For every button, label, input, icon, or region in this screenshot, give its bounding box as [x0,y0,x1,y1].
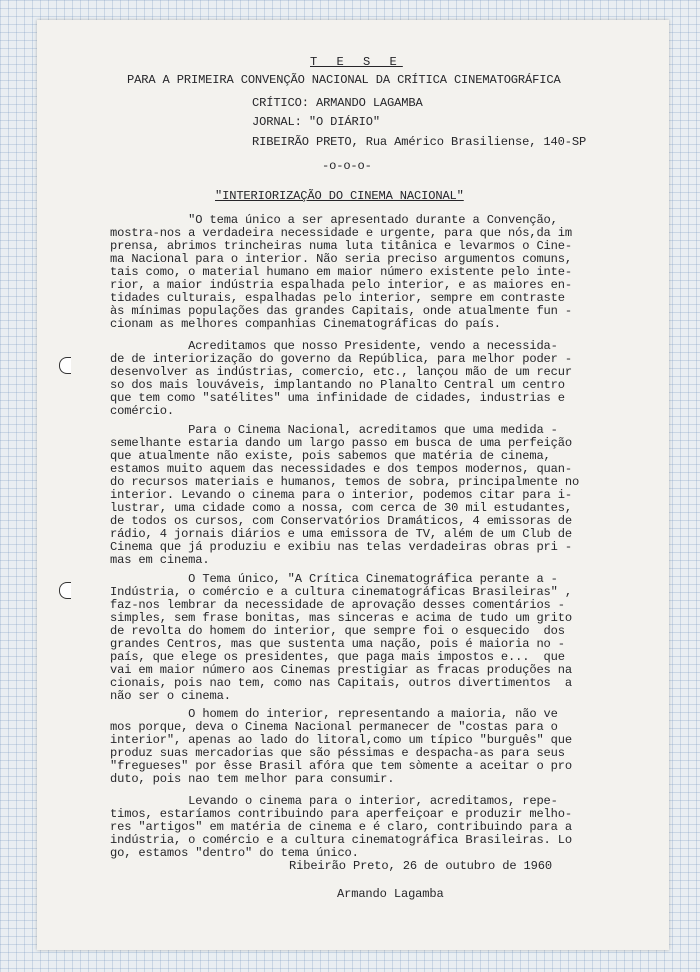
text-line: Levando o cinema para o interior, acreditamos, repe- [110,794,558,808]
text-line: Acreditamos que nosso Presidente, vendo a necessida- [110,339,558,353]
text-line: estamos muito aquem das necessidades e dos tempos modernos, quan- [110,462,572,476]
critic-line: CRÍTICO: ARMANDO LAGAMBA [252,96,423,110]
text-line: produz suas mercadorias que são péssimas e despacha-as para seus [110,746,565,760]
text-line: desenvolver as indústrias, comercio, etc., lançou mão de um recur [110,365,572,379]
text-line: cionam as melhores companhias Cinematográficas do país. [110,317,501,331]
text-line: mostra-nos a verdadeira necessidade e urgente, para que nós,da im [110,226,572,240]
text-line: tais como, o material humano em maior número existente pelo inte- [110,265,572,279]
text-line: rior, a maior indústria espalhada pelo interior, e as maiores en- [110,278,572,292]
text-line: de todos os cursos, com Conservatórios Dramáticos, 4 emissoras de [110,514,572,528]
journal-line: JORNAL: "O DIÁRIO" [252,115,380,129]
text-line: lustrar, uma cidade como a nossa, com cerca de 30 mil estudantes, [110,501,572,515]
punch-hole [59,582,71,599]
text-line: simples, sem frase bonitas, mas sinceras e acima de tudo um grito [110,611,572,625]
text-line: Indústria, o comércio e a cultura cinematográficas Brasileiras" , [110,585,572,599]
essay-title: "INTERIORIZAÇÃO DO CINEMA NACIONAL" [215,189,464,203]
paragraph-3 [110,424,579,567]
text-line: não ser o cinema. [110,689,231,703]
text-line: que atualmente não existe, pois sabemos que matéria de cinema, [110,449,551,463]
text-line: Para o Cinema Nacional, acreditamos que uma medida - [110,423,558,437]
paragraph-5 [110,708,572,786]
text-line: faz-nos lembrar da necessidade de aprovação desses comentários - [110,598,565,612]
text-line: O homem do interior, representando a maioria, não ve [110,707,558,721]
text-line: interior. Levando o cinema para o interior, podemos citar para i- [110,488,572,502]
paragraph-6 [110,795,572,860]
text-line: timos, estaríamos contribuindo para aperfeiçoar e produzir melho- [110,807,572,821]
paragraph-4 [110,573,572,703]
paragraph-2 [110,340,572,418]
text-line: mas em cinema. [110,553,210,567]
document-page [37,20,669,950]
text-line: O Tema único, "A Crítica Cinematográfica perante a - [110,572,558,586]
text-line: prensa, abrimos trincheiras numa luta titânica e levarmos o Cine- [110,239,572,253]
text-line: indústria, o comércio e a cultura cinematográfica Brasileiras. Lo [110,833,572,847]
text-line: grandes Centros, mas que sustenta uma nação, pois é maioria no - [110,637,565,651]
text-line: ma Nacional para o interior. Não seria preciso argumentos comuns, [110,252,572,266]
text-line: interior", apenas ao lado do litoral,como um típico "burguês" que [110,733,572,747]
text-line: vai em maior número aos Cinemas prestigiar as fracas produções na [110,663,572,677]
address-line: RIBEIRÃO PRETO, Rua Américo Brasiliense, 140-SP [252,135,587,149]
text-line: rádio, 4 jornais diários e uma emissora de TV, além de um Club de [110,527,572,541]
text-line: duto, pois nao tem melhor para consumir. [110,772,395,786]
divider: -o-o-o- [322,159,372,173]
text-line: mos porque, deva o Cinema Nacional permanecer de "costas para o [110,720,558,734]
text-line: do recursos materiais e humanos, temos de sobra, principalmente no [110,475,580,489]
text-line: so dos mais louváveis, implantando no Planalto Central um centro [110,378,565,392]
doc-subtitle: PARA A PRIMEIRA CONVENÇÃO NACIONAL DA CRÍTICA CINEMATOGRÁFICA [127,73,561,87]
place-date: Ribeirão Preto, 26 de outubro de 1960 [289,859,552,873]
text-line: tidades culturais, espalhadas pelo interior, sempre em contraste [110,291,565,305]
text-line: res "artigos" em matéria de cinema e é claro, contribuindo para a [110,820,572,834]
text-line: às mínimas populações das grandes Capitais, onde atualmente fun - [110,304,572,318]
text-line: semelhante estaria dando um largo passo em busca de uma perfeição [110,436,572,450]
text-line: cionais, pois nao tem, como nas Capitais, outros divertimentos a [110,676,572,690]
text-line: de revolta do homem do interior, que sempre foi o esquecido dos [110,624,565,638]
text-line: go, estamos "dentro" do tema único. [110,846,359,860]
text-line: Cinema que já produziu e exibiu nas telas verdadeiras obras pri - [110,540,572,554]
text-line: país, que elege os presidentes, que paga mais impostos e... que [110,650,565,664]
text-line: comércio. [110,404,174,418]
signature: Armando Lagamba [337,887,444,901]
text-line: "fregueses" por êsse Brasil afóra que tem sòmente a aceitar o pro [110,759,572,773]
doc-title: T E S E [310,55,403,69]
text-line: que tem como "satélites" uma infinidade de cidades, industrias e [110,391,565,405]
punch-hole [59,357,71,374]
text-line: "O tema único a ser apresentado durante a Convenção, [110,213,558,227]
text-line: de de interiorização do governo da República, para melhor poder - [110,352,572,366]
paragraph-1 [110,214,572,331]
